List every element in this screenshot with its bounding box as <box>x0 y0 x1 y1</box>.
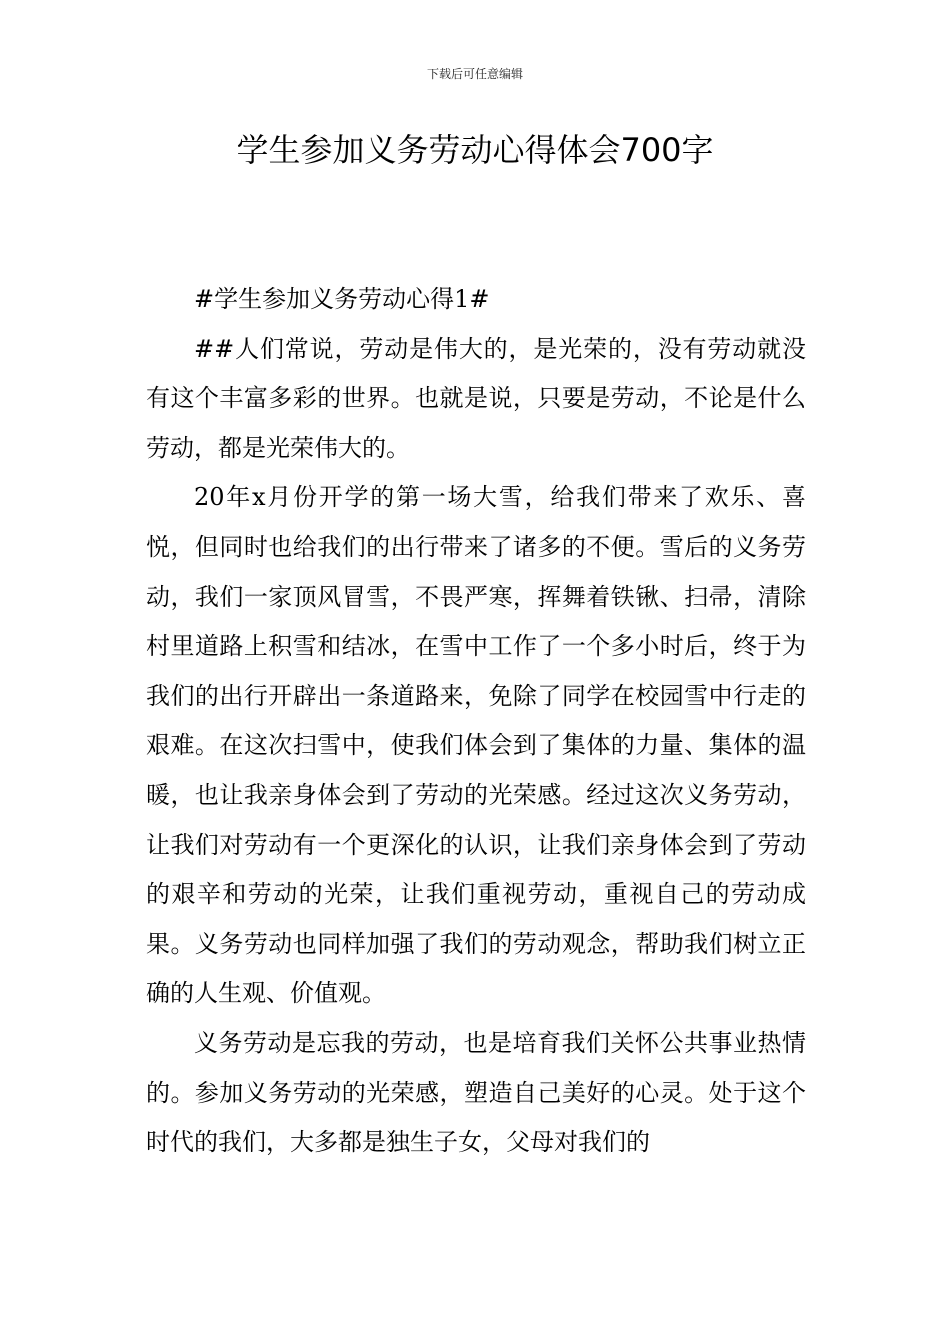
document-body <box>146 275 806 1168</box>
paragraph: 20年x月份开学的第一场大雪，给我们带来了欢乐、喜悦，但同时也给我们的出行带来了诸多的不便。雪后的义务劳动，我们一家顶风冒雪，不畏严寒，挥舞着铁锹、扫帚，清除村里道路上积雪和结冰，在雪中工作了一个多小时后，终于为我们的出行开辟出一条道路来，免除了同学在校园雪中行走的艰难。在这次扫雪中，使我们体会到了集体的力量、集体的温暖，也让我亲身体会到了劳动的光荣感。经过这次义务劳动，让我们对劳动有一个更深化的认识，让我们亲身体会到了劳动的艰辛和劳动的光荣，让我们重视劳动，重视自己的劳动成果。义务劳动也同样加强了我们的劳动观念，帮助我们树立正确的人生观、价值观。 <box>146 483 806 1008</box>
paragraph: 义务劳动是忘我的劳动，也是培育我们关怀公共事业热情的。参加义务劳动的光荣感，塑造自己美好的心灵。处于这个时代的我们，大多都是独生子女，父母对我们的 <box>146 1028 806 1157</box>
paragraph-heading: #学生参加义务劳动心得1# <box>194 285 490 313</box>
paragraph: ##人们常说，劳动是伟大的，是光荣的，没有劳动就没有这个丰富多彩的世界。也就是说，只要是劳动，不论是什么劳动，都是光荣伟大的。 <box>146 334 806 462</box>
header-note: 下载后可任意编辑 <box>426 67 523 81</box>
document-title: 学生参加义务劳动心得体会700字 <box>236 131 714 169</box>
